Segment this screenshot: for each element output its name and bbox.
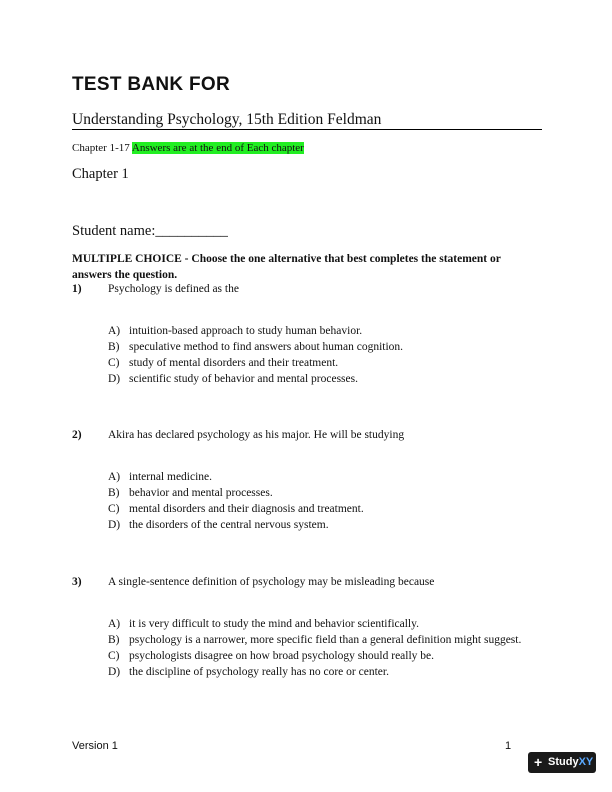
option-text: the disorders of the central nervous system. bbox=[129, 519, 329, 531]
answer-option bbox=[108, 634, 521, 646]
option-text: study of mental disorders and their treatment. bbox=[129, 357, 339, 369]
question-text: A single-sentence definition of psychology may be misleading because bbox=[108, 576, 435, 588]
answer-option bbox=[108, 487, 273, 499]
answer-option bbox=[108, 666, 389, 678]
option-text: behavior and mental processes. bbox=[129, 487, 273, 499]
answer-option bbox=[108, 471, 212, 483]
option-letter: D) bbox=[108, 519, 121, 531]
option-text: mental disorders and their diagnosis and treatment. bbox=[129, 503, 364, 515]
question-text: Psychology is defined as the bbox=[108, 283, 239, 295]
option-letter: C) bbox=[108, 357, 120, 369]
document-subtitle: Understanding Psychology, 15th Edition Feldman bbox=[72, 111, 382, 128]
option-text: psychologists disagree on how broad psychology should really be. bbox=[129, 650, 435, 662]
option-letter: D) bbox=[108, 666, 121, 678]
answer-option bbox=[108, 519, 329, 531]
answer-option bbox=[108, 341, 403, 353]
chapters-prefix: Chapter 1-17 bbox=[72, 142, 132, 154]
option-letter: B) bbox=[108, 487, 120, 499]
brand-prefix: Study bbox=[548, 756, 579, 768]
studyxy-logo-text bbox=[548, 752, 593, 773]
option-letter: A) bbox=[108, 471, 121, 483]
question-number: 2) bbox=[72, 429, 82, 441]
studyxy-badge[interactable] bbox=[528, 752, 596, 773]
footer-version: Version 1 bbox=[72, 740, 118, 752]
answer-option bbox=[108, 503, 364, 515]
answer-option bbox=[108, 618, 419, 630]
option-text: speculative method to find answers about human cognition. bbox=[129, 341, 404, 353]
document-title: TEST BANK FOR bbox=[72, 74, 231, 95]
option-letter: B) bbox=[108, 341, 120, 353]
option-text: psychology is a narrower, more specific field than a general definition might suggest. bbox=[129, 634, 522, 646]
answer-option bbox=[108, 650, 434, 662]
title-divider bbox=[72, 129, 542, 130]
option-text: the discipline of psychology really has no core or center. bbox=[129, 666, 389, 678]
instructions: MULTIPLE CHOICE - Choose the one alternative that best completes the statement or answers the question. bbox=[72, 253, 501, 281]
option-letter: C) bbox=[108, 650, 120, 662]
option-text: scientific study of behavior and mental processes. bbox=[129, 373, 358, 385]
option-letter: B) bbox=[108, 634, 120, 646]
question-text: Akira has declared psychology as his major. He will be studying bbox=[108, 429, 405, 441]
plus-icon: + bbox=[534, 754, 543, 770]
question-number: 1) bbox=[72, 283, 82, 295]
brand-suffix: XY bbox=[578, 756, 594, 768]
option-letter: A) bbox=[108, 618, 121, 630]
answers-highlight: Answers are at the end of Each chapter bbox=[131, 142, 304, 154]
footer-page-number: 1 bbox=[505, 740, 512, 752]
option-text: it is very difficult to study the mind and behavior scientifically. bbox=[129, 618, 419, 630]
chapter-label: Chapter 1 bbox=[72, 166, 129, 182]
answer-option bbox=[108, 325, 362, 337]
option-text: internal medicine. bbox=[129, 471, 213, 483]
option-text: intuition-based approach to study human behavior. bbox=[129, 325, 363, 337]
student-name-field: Student name:__________ bbox=[72, 223, 228, 239]
option-letter: D) bbox=[108, 373, 121, 385]
question-number: 3) bbox=[72, 576, 82, 588]
answer-option bbox=[108, 373, 358, 385]
option-letter: A) bbox=[108, 325, 121, 337]
option-letter: C) bbox=[108, 503, 120, 515]
answer-option bbox=[108, 357, 338, 369]
chapters-note bbox=[72, 142, 304, 154]
